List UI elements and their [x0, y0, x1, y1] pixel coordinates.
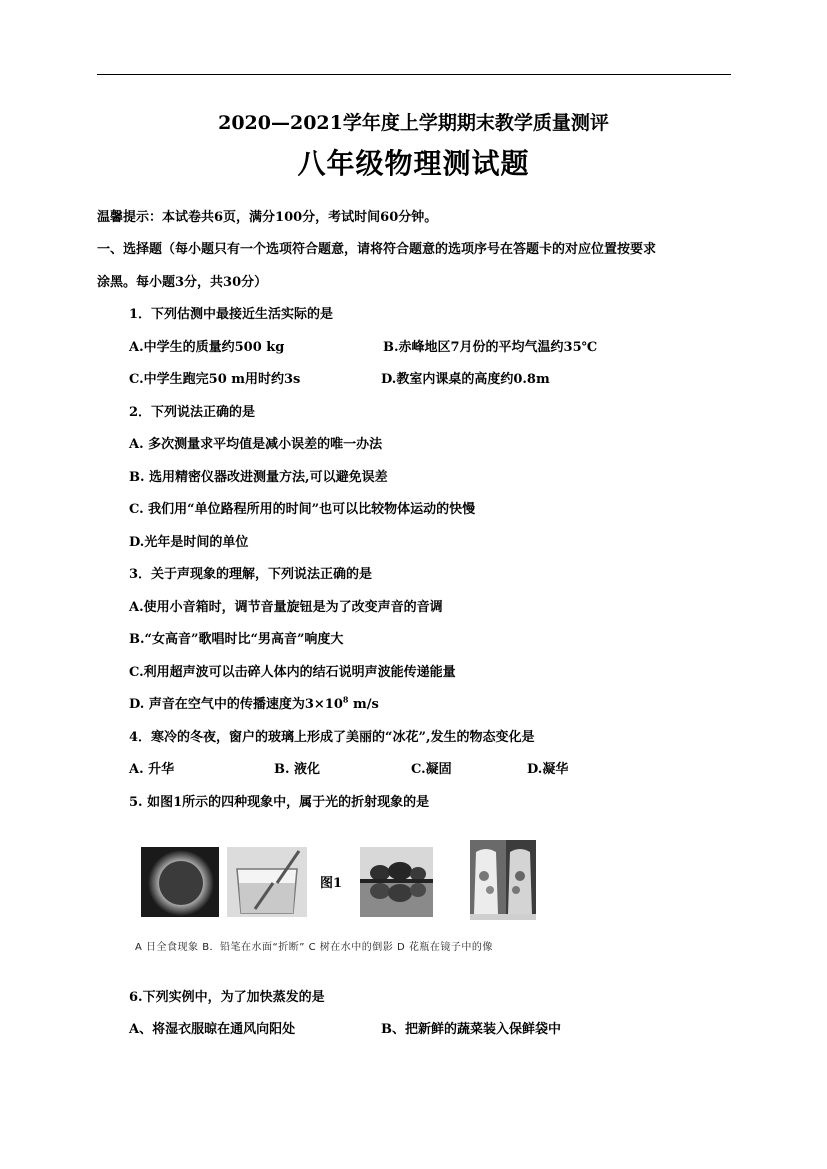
- q4-option-d: D.凝华: [527, 762, 569, 777]
- solar-eclipse-image: [141, 847, 219, 917]
- q2-option-a: A. 多次测量求平均值是减小误差的唯一办法: [129, 437, 383, 452]
- q4-option-b: B. 液化: [274, 762, 321, 777]
- q3-option-c: C.利用超声波可以击碎人体内的结石说明声波能传递能量: [129, 665, 456, 680]
- tree-reflection-image: [360, 847, 433, 917]
- vase-mirror-icon: [470, 840, 536, 920]
- q5-stem: 5. 如图1所示的四种现象中，属于光的折射现象的是: [129, 795, 430, 810]
- q1-option-c: C.中学生跑完50 m用时约3s: [129, 372, 301, 387]
- q4-option-c: C.凝固: [411, 762, 452, 777]
- q1-stem: 1．下列估测中最接近生活实际的是: [129, 307, 334, 322]
- q6-option-b: B、把新鲜的蔬菜装入保鲜袋中: [381, 1022, 561, 1037]
- q4-stem: 4．寒冷的冬夜，窗户的玻璃上形成了美丽的“冰花”,发生的物态变化是: [129, 730, 535, 745]
- q3-option-d-exponent: 8: [342, 694, 349, 705]
- q3-option-d-unit: m/s: [348, 697, 379, 712]
- q1-option-d: D.教室内课桌的高度约0.8m: [381, 372, 550, 387]
- q1-option-a: A.中学生的质量约500 kg: [129, 340, 285, 355]
- q3-option-a: A.使用小音箱时，调节音量旋钮是为了改变声音的音调: [129, 600, 443, 615]
- section-heading-line2: 涂黑。每小题3分，共30分）: [97, 275, 268, 290]
- tree-reflection-icon: [360, 847, 433, 917]
- pencil-in-water-image: [227, 847, 307, 917]
- q4-option-a: A. 升华: [129, 762, 175, 777]
- figure-label: 图1: [320, 876, 343, 891]
- notice: 温馨提示：本试卷共6页，满分100分，考试时间60分钟。: [97, 210, 438, 225]
- exam-title: 2020—2021学年度上学期期末教学质量测评: [218, 112, 609, 134]
- header-rule: [97, 74, 731, 75]
- q2-option-c: C. 我们用“单位路程所用的时间”也可以比较物体运动的快慢: [129, 502, 476, 517]
- q3-stem: 3．关于声现象的理解，下列说法正确的是: [129, 567, 373, 582]
- pencil-glass-icon: [227, 847, 307, 917]
- vase-mirror-image: [470, 840, 536, 920]
- q6-stem: 6.下列实例中，为了加快蒸发的是: [129, 990, 325, 1005]
- q1-option-b: B.赤峰地区7月份的平均气温约35℃: [383, 340, 598, 355]
- q2-option-b: B. 选用精密仪器改进测量方法,可以避免误差: [129, 470, 388, 485]
- eclipse-icon: [141, 847, 219, 917]
- q2-stem: 2．下列说法正确的是: [129, 405, 256, 420]
- exam-subtitle: 八年级物理测试题: [297, 147, 530, 180]
- q3-option-d: [129, 694, 379, 713]
- q6-option-a: A、将湿衣服晾在通风向阳处: [129, 1022, 296, 1037]
- q3-option-d-text: D. 声音在空气中的传播速度为3×10: [129, 697, 343, 712]
- figure-caption: A 日全食现象 B．铅笔在水面“折断” C 树在水中的倒影 D 花瓶在镜子中的像: [135, 942, 493, 953]
- q2-option-d: D.光年是时间的单位: [129, 535, 249, 550]
- section-heading-line1: 一、选择题（每小题只有一个选项符合题意，请将符合题意的选项序号在答题卡的对应位置按要求: [97, 242, 657, 257]
- q3-option-b: B.“女高音”歌唱时比“男高音”响度大: [129, 632, 344, 647]
